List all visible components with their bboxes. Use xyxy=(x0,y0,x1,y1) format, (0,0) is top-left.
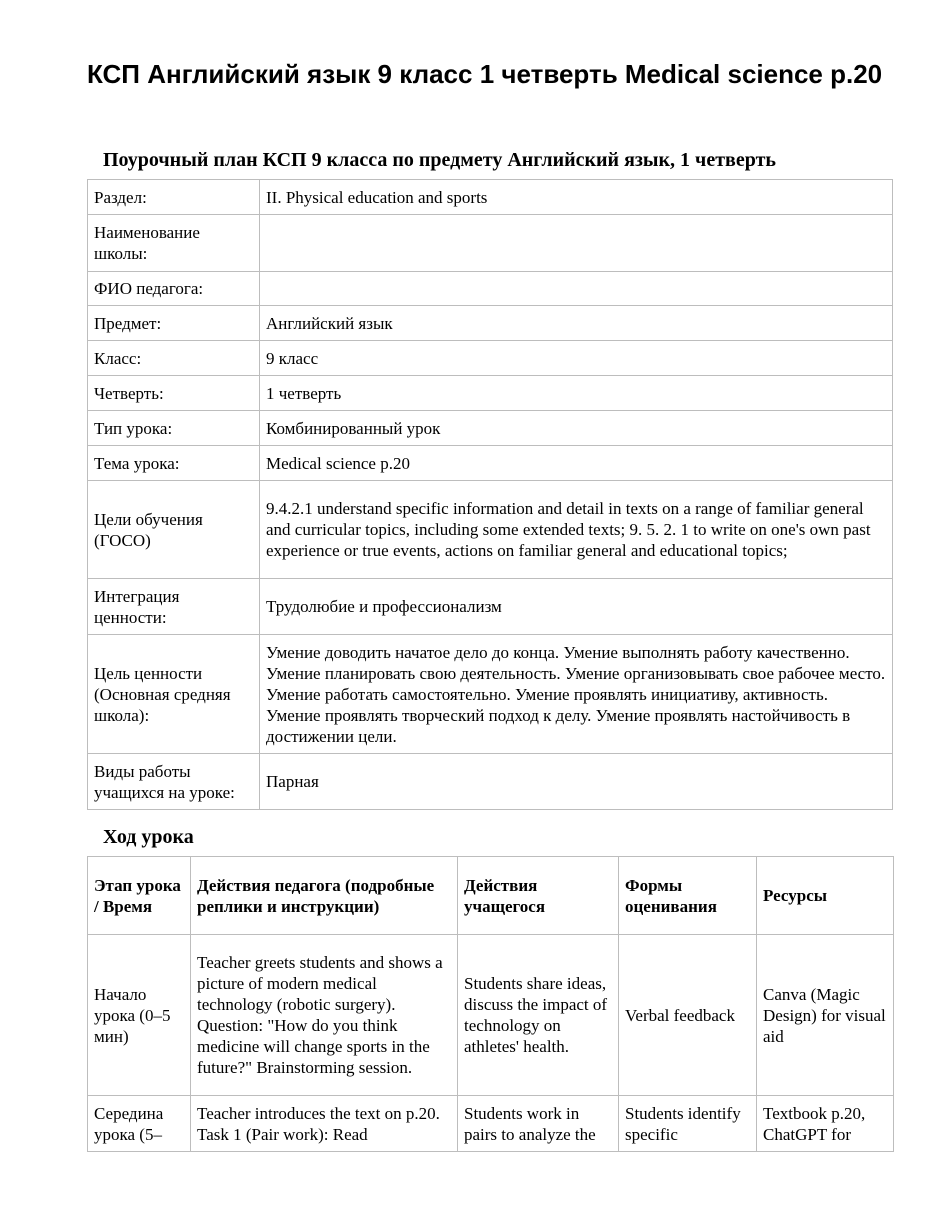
assessment-cell: Students identify specific xyxy=(619,1096,757,1152)
column-header-stage: Этап урока / Время xyxy=(88,857,191,935)
stage-cell: Середина урока (5– xyxy=(88,1096,191,1152)
info-label: Интеграция ценности: xyxy=(88,579,260,635)
table-row xyxy=(88,1096,894,1152)
lesson-info-table xyxy=(87,179,893,810)
info-row-school xyxy=(88,215,893,272)
info-label: Четверть: xyxy=(88,376,260,411)
info-value: 9.4.2.1 understand specific information and detail in texts on a range of familiar general and curricular topics, including some extended texts; 9. 5. 2. 1 to write on one's own past experience or true events, actions on familiar general and educational topics; xyxy=(260,481,893,579)
info-label: ФИО педагога: xyxy=(88,272,260,306)
info-label: Тема урока: xyxy=(88,446,260,481)
info-value xyxy=(260,272,893,306)
assessment-cell: Verbal feedback xyxy=(619,935,757,1096)
info-label: Виды работы учащихся на уроке: xyxy=(88,754,260,810)
info-value: II. Physical education and sports xyxy=(260,180,893,215)
teacher-cell: Teacher introduces the text on p.20. Task 1 (Pair work): Read xyxy=(191,1096,458,1152)
student-cell: Students share ideas, discuss the impact of technology on athletes' health. xyxy=(458,935,619,1096)
lesson-heading: Ход урока xyxy=(103,826,194,848)
info-row-grade xyxy=(88,341,893,376)
page-title: КСП Английский язык 9 класс 1 четверть Medical science p.20 xyxy=(87,59,883,89)
info-label: Тип урока: xyxy=(88,411,260,446)
info-label: Цели обучения (ГОСО) xyxy=(88,481,260,579)
column-header-resources: Ресурсы xyxy=(757,857,894,935)
info-row-topic xyxy=(88,446,893,481)
info-row-section xyxy=(88,180,893,215)
info-label: Наименование школы: xyxy=(88,215,260,272)
info-value: Трудолюбие и профессионализм xyxy=(260,579,893,635)
info-label: Раздел: xyxy=(88,180,260,215)
info-label: Предмет: xyxy=(88,306,260,341)
info-row-quarter xyxy=(88,376,893,411)
info-value: Комбинированный урок xyxy=(260,411,893,446)
info-label: Цель ценности (Основная средняя школа): xyxy=(88,635,260,754)
info-row-value-integration xyxy=(88,579,893,635)
info-row-work-types xyxy=(88,754,893,810)
info-value: Medical science p.20 xyxy=(260,446,893,481)
info-row-lesson-type xyxy=(88,411,893,446)
info-row-subject xyxy=(88,306,893,341)
info-row-value-goal xyxy=(88,635,893,754)
lesson-flow-table xyxy=(87,856,894,1152)
info-value: Английский язык xyxy=(260,306,893,341)
column-header-student: Действия учащегося xyxy=(458,857,619,935)
resources-cell: Textbook p.20, ChatGPT for xyxy=(757,1096,894,1152)
info-value: 1 четверть xyxy=(260,376,893,411)
info-value: Умение доводить начатое дело до конца. Умение выполнять работу качественно. Умение планировать свою деятельность. Умение организовывать свое рабочее место. Умение работать самостоятельно. Умение проявлять инициативу, активность. Умение проявлять творческий подход к делу. Умение проявлять настойчивость в достижении цели. xyxy=(260,635,893,754)
student-cell: Students work in pairs to analyze the xyxy=(458,1096,619,1152)
info-value xyxy=(260,215,893,272)
info-label: Класс: xyxy=(88,341,260,376)
column-header-assessment: Формы оценивания xyxy=(619,857,757,935)
info-value: 9 класс xyxy=(260,341,893,376)
info-row-objectives xyxy=(88,481,893,579)
resources-cell: Canva (Magic Design) for visual aid xyxy=(757,935,894,1096)
plan-heading: Поурочный план КСП 9 класса по предмету Английский язык, 1 четверть xyxy=(103,149,776,171)
info-value: Парная xyxy=(260,754,893,810)
info-row-teacher xyxy=(88,272,893,306)
stage-cell: Начало урока (0–5 мин) xyxy=(88,935,191,1096)
lesson-header-row xyxy=(88,857,894,935)
column-header-teacher: Действия педагога (подробные реплики и инструкции) xyxy=(191,857,458,935)
table-row xyxy=(88,935,894,1096)
teacher-cell: Teacher greets students and shows a picture of modern medical technology (robotic surgery). Question: "How do you think medicine will change sports in the future?" Brainstorming session. xyxy=(191,935,458,1096)
